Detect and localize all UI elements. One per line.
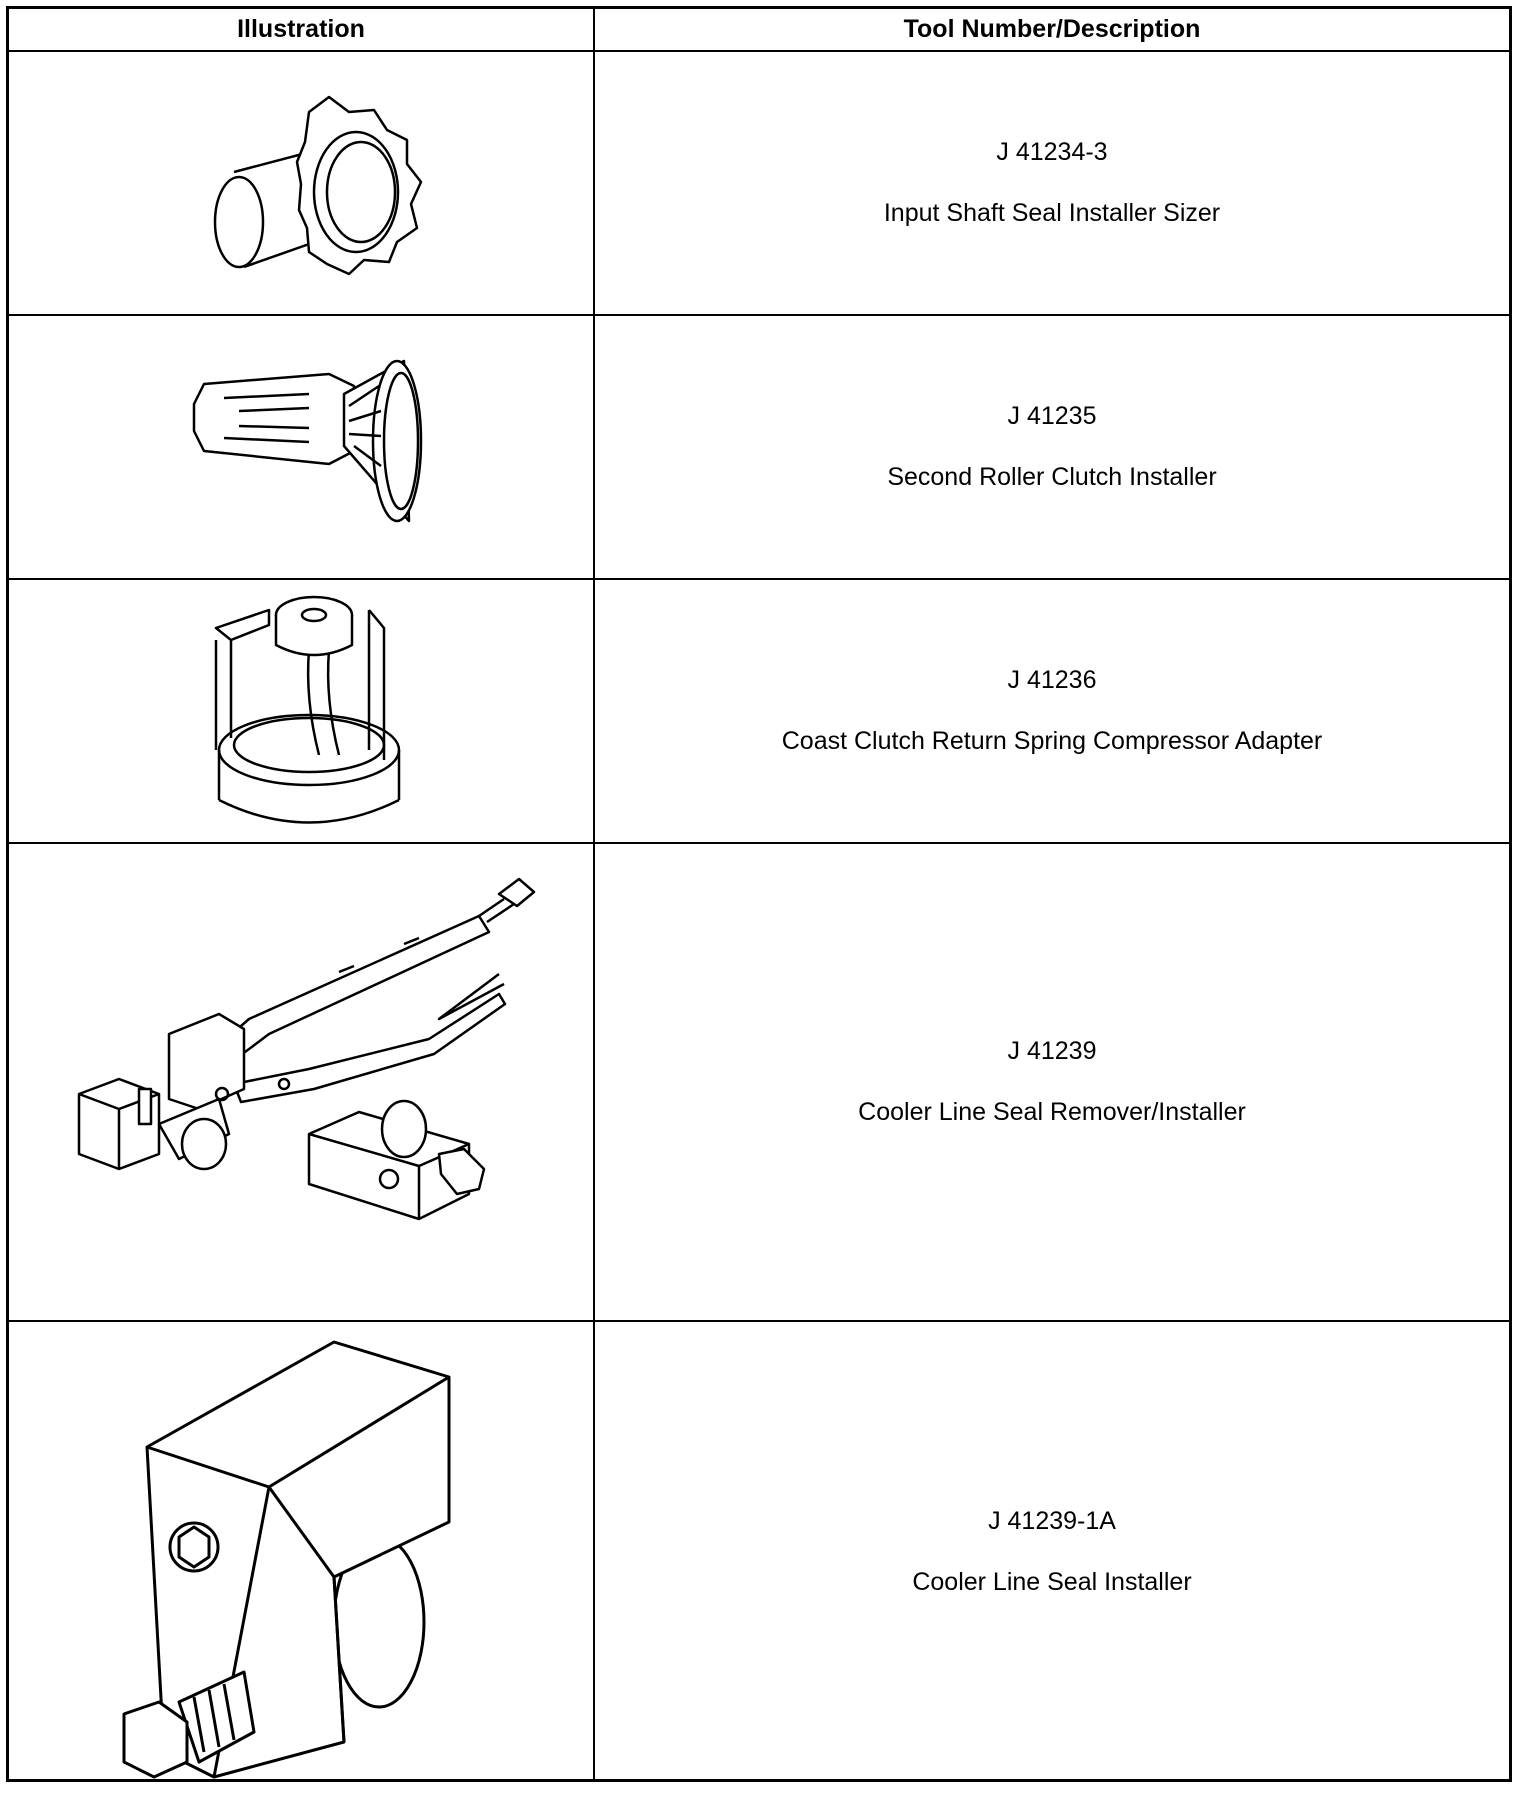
tool-description: Second Roller Clutch Installer	[887, 463, 1217, 491]
description-cell	[595, 844, 1509, 1320]
description-cell	[595, 316, 1509, 578]
locking-pliers-tool-icon	[9, 844, 595, 1320]
illustration-cell	[9, 844, 595, 1320]
header-row	[9, 9, 1509, 52]
seal-installer-sizer-icon	[9, 52, 595, 314]
roller-clutch-installer-icon	[9, 316, 595, 578]
description-cell	[595, 580, 1509, 842]
illustration-cell	[9, 316, 595, 578]
tool-number: J 41234-3	[996, 138, 1108, 166]
illustration-cell	[9, 1322, 595, 1782]
tool-description: Cooler Line Seal Installer	[912, 1568, 1192, 1596]
header-illustration: Illustration	[9, 9, 595, 50]
seal-installer-block-icon	[9, 1322, 595, 1780]
tool-number: J 41235	[1007, 402, 1097, 430]
table-row	[9, 580, 1509, 844]
table-row	[9, 316, 1509, 580]
description-cell	[595, 1322, 1509, 1782]
spring-compressor-adapter-icon	[9, 580, 595, 842]
illustration-cell	[9, 52, 595, 314]
tool-description: Coast Clutch Return Spring Compressor Adapter	[781, 727, 1323, 755]
header-tool-number-description: Tool Number/Description	[903, 15, 1201, 43]
table-row	[9, 1322, 1509, 1782]
tool-table	[6, 6, 1512, 1782]
tool-number: J 41239	[1007, 1037, 1097, 1065]
table-row	[9, 844, 1509, 1322]
tool-number: J 41236	[1007, 666, 1097, 694]
tool-description: Input Shaft Seal Installer Sizer	[883, 199, 1221, 227]
tool-number: J 41239-1A	[988, 1507, 1116, 1535]
illustration-cell	[9, 580, 595, 842]
tool-description: Cooler Line Seal Remover/Installer	[858, 1098, 1246, 1126]
description-cell	[595, 52, 1509, 314]
table-row	[9, 52, 1509, 316]
